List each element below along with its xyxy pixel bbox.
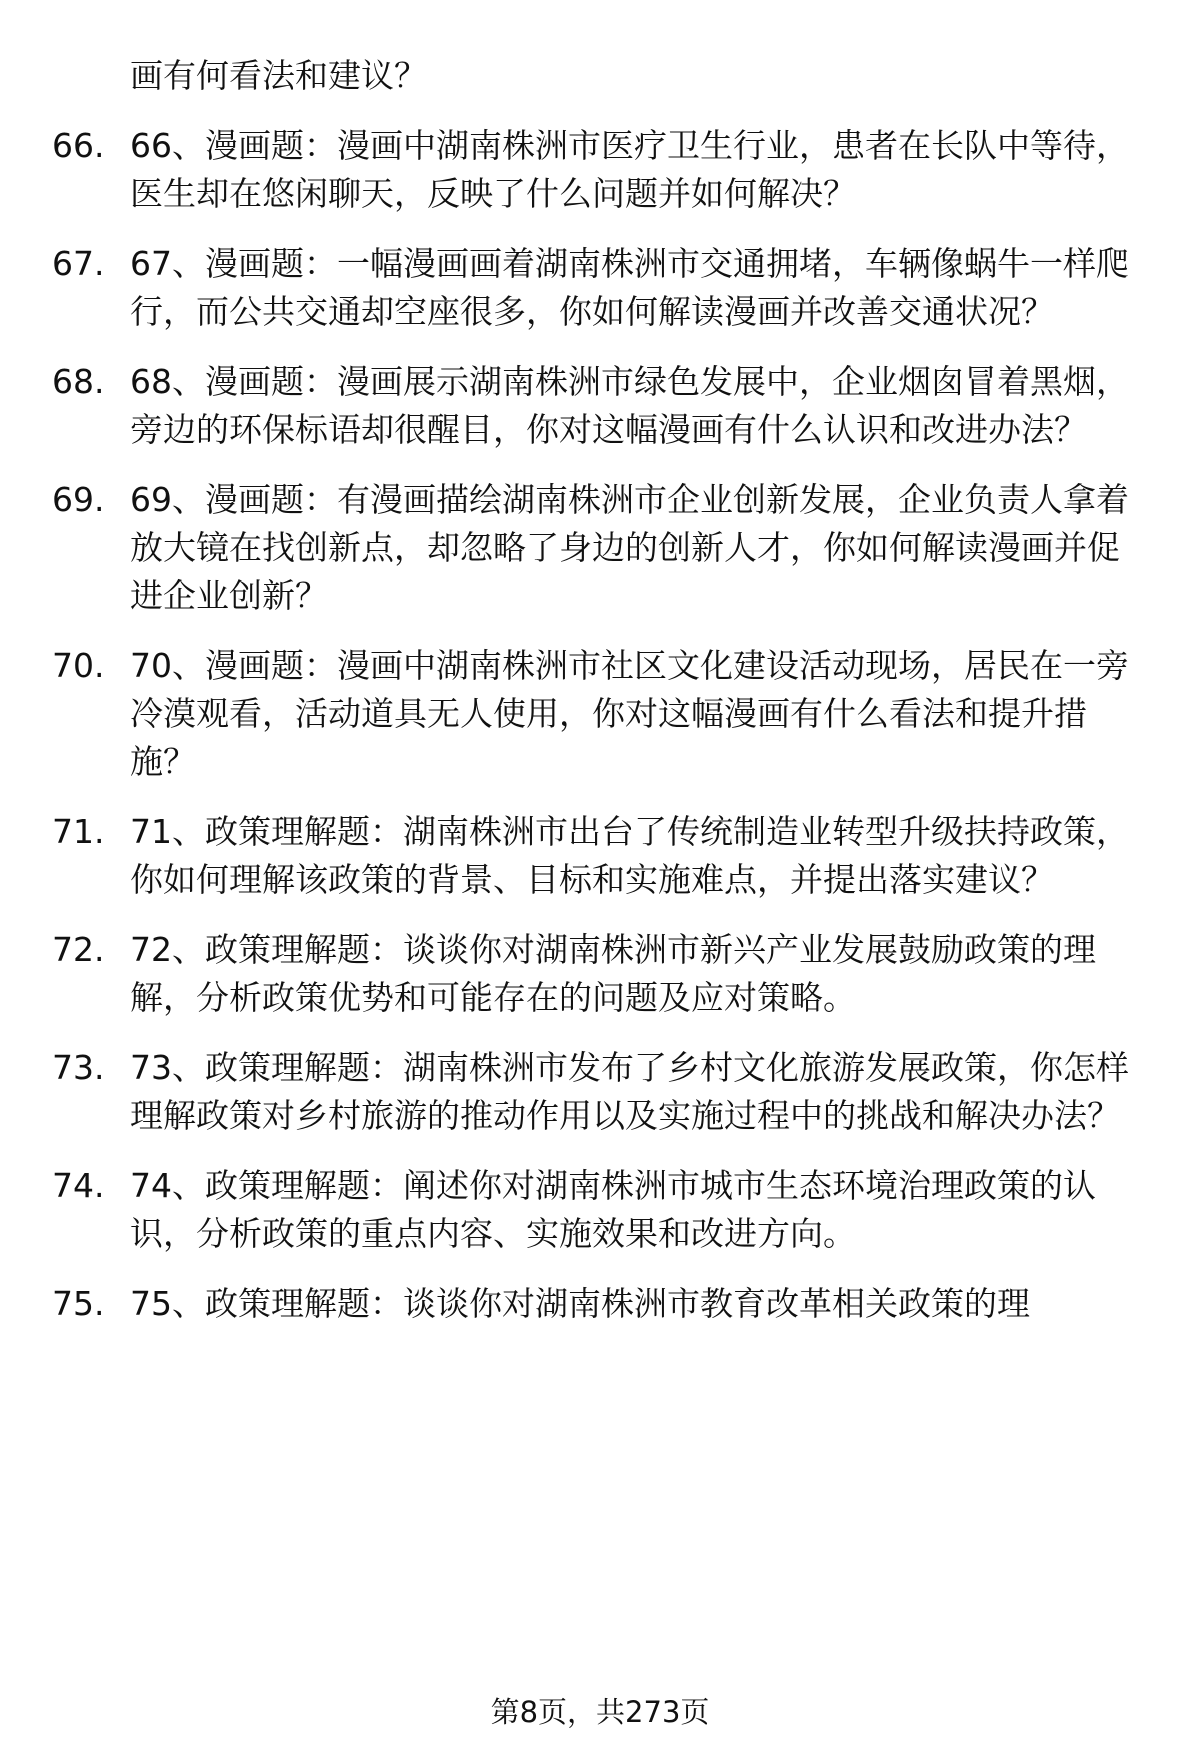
list-item-73 [52,1044,1147,1140]
list-item-74 [52,1162,1147,1258]
list-item-66 [52,122,1147,218]
item-number: 69. [52,480,105,519]
item-text: 71、政策理解题：湖南株洲市出台了传统制造业转型升级扶持政策，你如何理解该政策的背景、目标和实施难点，并提出落实建议？ [130,812,1129,899]
item-number: 68. [52,362,105,401]
list-item-69 [52,476,1147,620]
list-item-67 [52,240,1147,336]
list-item-71 [52,808,1147,904]
item-text: 72、政策理解题：谈谈你对湖南株洲市新兴产业发展鼓励政策的理解，分析政策优势和可能存在的问题及应对策略。 [130,930,1096,1017]
list-item-72 [52,926,1147,1022]
page-footer: 第8页，共273页 [490,1695,710,1729]
item-number: 73. [52,1048,105,1087]
list-item-70 [52,642,1147,786]
item-number: 75. [52,1284,105,1323]
item-text: 66、漫画题：漫画中湖南株洲市医疗卫生行业，患者在长队中等待，医生却在悠闲聊天，反映了什么问题并如何解决？ [130,126,1129,213]
item-text: 70、漫画题：漫画中湖南株洲市社区文化建设活动现场，居民在一旁冷漠观看，活动道具无人使用，你对这幅漫画有什么看法和提升措施？ [130,646,1129,781]
item-text: 74、政策理解题：阐述你对湖南株洲市城市生态环境治理政策的认识，分析政策的重点内容、实施效果和改进方向。 [130,1166,1096,1253]
list-item-68 [52,358,1147,454]
item-number: 72. [52,930,105,969]
item-number: 74. [52,1166,105,1205]
item-text: 69、漫画题：有漫画描绘湖南株洲市企业创新发展，企业负责人拿着放大镜在找创新点，却忽略了身边的创新人才，你如何解读漫画并促进企业创新？ [130,480,1129,615]
item-number: 70. [52,646,105,685]
item-number: 66. [52,126,105,165]
item-number: 71. [52,812,105,851]
item-text: 75、政策理解题：谈谈你对湖南株洲市教育改革相关政策的理 [130,1284,1030,1323]
item-text: 68、漫画题：漫画展示湖南株洲市绿色发展中，企业烟囱冒着黑烟，旁边的环保标语却很醒目，你对这幅漫画有什么认识和改进办法？ [130,362,1129,449]
item-text: 67、漫画题：一幅漫画画着湖南株洲市交通拥堵，车辆像蜗牛一样爬行，而公共交通却空座很多，你如何解读漫画并改善交通状况？ [130,244,1129,331]
list-item-75 [52,1280,1147,1328]
continuation-text: 画有何看法和建议？ [130,56,427,95]
item-number: 67. [52,244,105,283]
item-text: 73、政策理解题：湖南株洲市发布了乡村文化旅游发展政策，你怎样理解政策对乡村旅游的推动作用以及实施过程中的挑战和解决办法？ [130,1048,1129,1135]
